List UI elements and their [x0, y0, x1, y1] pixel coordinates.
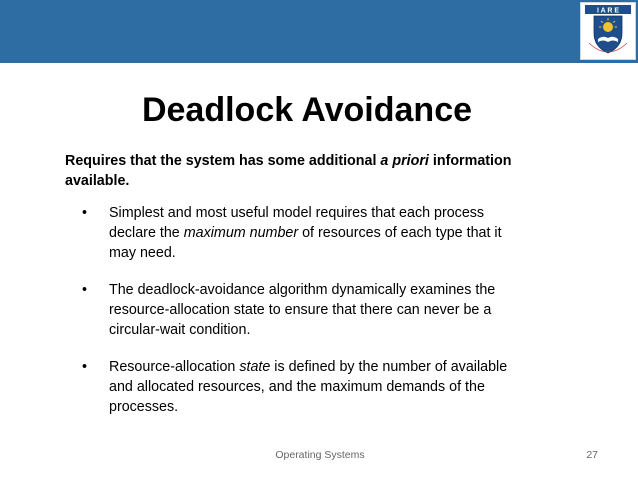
- svg-text:I A R E: I A R E: [596, 7, 620, 15]
- intro-emphasis: a priori: [380, 153, 429, 169]
- bullet-emphasis: state: [239, 359, 271, 375]
- bullet-marker: •: [82, 359, 88, 375]
- header-band: [0, 0, 638, 63]
- footer-course-name: Operating Systems: [275, 449, 365, 461]
- bullet-emphasis: maximum number: [183, 225, 299, 241]
- slide-number: 27: [586, 449, 598, 461]
- intro-text-1: Requires that the system has some additional: [65, 153, 381, 169]
- intro-text-2: information available.: [65, 153, 512, 189]
- bullet-text-tail: of resources of each type that it may need.: [109, 225, 502, 261]
- bullet-item: [82, 203, 532, 263]
- bullet-text-tail: is defined by the number of available and allocated resources, and the maximum demands of the processes.: [109, 359, 508, 415]
- bullet-list: [82, 203, 532, 434]
- bullet-text: Simplest and most useful model requires that each process declare the: [109, 205, 485, 241]
- bullet-marker: •: [82, 282, 88, 298]
- bullet-marker: •: [82, 205, 88, 221]
- bullet-item: [82, 280, 532, 340]
- bullet-item: [82, 357, 532, 417]
- intro-paragraph: [65, 151, 535, 191]
- iare-logo-icon: [580, 2, 636, 60]
- bullet-text: The deadlock-avoidance algorithm dynamically examines the resource-allocation state to ensure that there can never be a circular-wait condition.: [109, 282, 496, 338]
- slide-title: Deadlock Avoidance: [141, 91, 473, 129]
- bullet-text: Resource-allocation: [109, 359, 240, 375]
